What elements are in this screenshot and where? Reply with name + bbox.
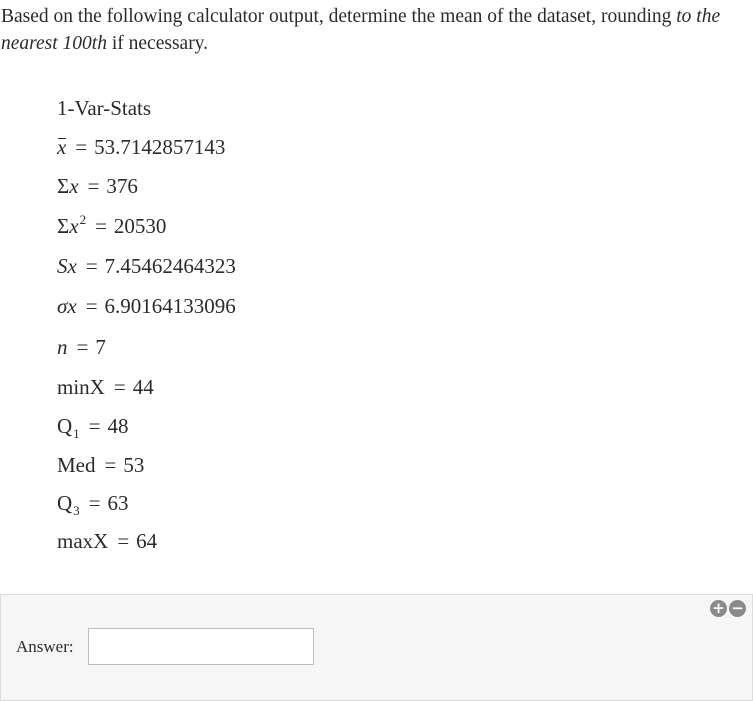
stat-q1-subscript: 1: [73, 426, 80, 441]
question-text-start: Based on the following calculator output, determine the mean of the dataset, rounding: [1, 6, 677, 27]
stat-min-x: [57, 374, 154, 400]
equals-sign: =: [88, 414, 101, 438]
stat-max-x-symbol: maxX: [57, 529, 109, 553]
equals-sign: =: [85, 294, 98, 318]
stat-max-x: [57, 528, 157, 554]
answer-input[interactable]: [88, 628, 314, 665]
stat-q1-symbol: Q: [57, 414, 73, 438]
stat-q3: [57, 490, 129, 519]
stat-sample-sd: [57, 253, 236, 279]
question-text: [1, 3, 741, 57]
stat-sum-x: [57, 173, 138, 199]
equals-sign: =: [75, 135, 88, 159]
stat-max-x-value: 64: [136, 529, 158, 553]
zoom-controls: [710, 600, 746, 617]
stat-median-symbol: Med: [57, 453, 96, 477]
stat-sum-x2-exponent: 2: [79, 212, 87, 227]
equals-sign: =: [104, 453, 117, 477]
equals-sign: =: [85, 254, 98, 278]
equals-sign: =: [117, 529, 130, 553]
stat-mean-value: 53.7142857143: [94, 135, 226, 159]
equals-sign: =: [95, 214, 107, 238]
stat-sum-x-value: 376: [106, 174, 138, 198]
stat-sum-x-symbol: x: [69, 174, 79, 198]
stat-q3-subscript: 3: [73, 503, 80, 518]
stat-q1-value: 48: [107, 414, 129, 438]
stat-mean: [57, 134, 225, 160]
stat-q3-symbol: Q: [57, 491, 73, 515]
stat-population-sd: [57, 293, 236, 319]
stat-sum-x-squared: [57, 213, 166, 242]
stats-header: 1-Var-Stats: [57, 96, 152, 120]
stat-n-symbol: n: [57, 335, 68, 359]
stat-q1: [57, 413, 129, 442]
zoom-in-icon[interactable]: +: [710, 600, 727, 617]
stat-mean-symbol: x: [57, 135, 67, 159]
question-text-emphasis: to the nearest 100th: [1, 6, 721, 54]
equals-sign: =: [113, 375, 126, 399]
equals-sign: =: [76, 335, 89, 359]
stat-q3-value: 63: [107, 491, 129, 515]
stat-sigma-x-value: 6.90164133096: [104, 294, 236, 318]
stat-sum-x2-symbol: x: [69, 214, 79, 238]
equals-sign: =: [87, 174, 100, 198]
stat-sum-x2-prefix: Σ: [57, 214, 70, 238]
stat-n: [57, 334, 106, 360]
question-text-end: if necessary.: [106, 33, 209, 54]
equals-sign: =: [88, 491, 101, 515]
stat-median: [57, 452, 144, 478]
zoom-out-icon[interactable]: −: [729, 600, 746, 617]
stat-sx-symbol: Sx: [57, 254, 77, 278]
stat-min-x-value: 44: [132, 375, 154, 399]
answer-panel: [0, 594, 753, 701]
stat-sx-value: 7.45462464323: [104, 254, 236, 278]
stat-median-value: 53: [123, 453, 145, 477]
stat-min-x-symbol: minX: [57, 375, 105, 399]
stat-n-value: 7: [95, 335, 106, 359]
stat-sum-x2-value: 20530: [113, 214, 167, 238]
stat-sigma-x-symbol: σx: [57, 294, 77, 318]
answer-label: Answer:: [16, 637, 74, 656]
stat-sum-x-prefix: Σ: [57, 174, 70, 198]
